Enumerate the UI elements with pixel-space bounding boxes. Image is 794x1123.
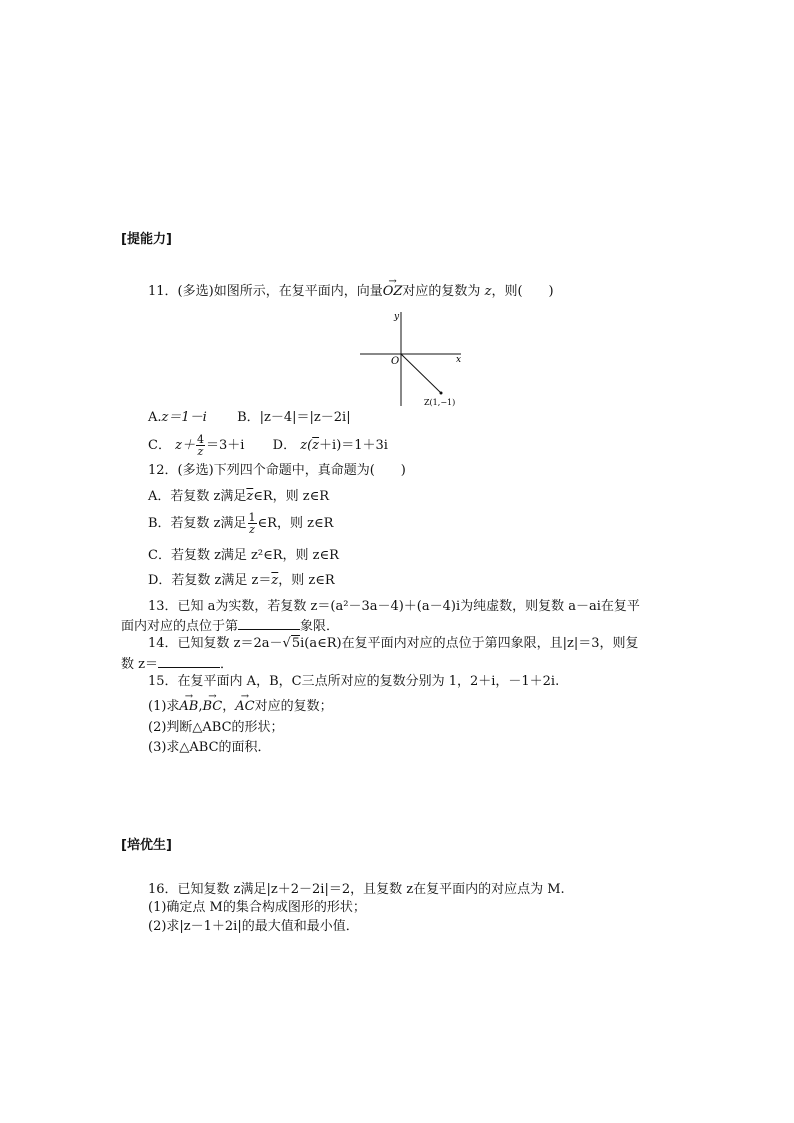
q14-line1-post: i(a∈R)在复平面内对应的点位于第四象限，且|z|＝3，则复 bbox=[300, 636, 639, 651]
q11-option-a: z＝1－i bbox=[161, 410, 207, 425]
q12-option-d-conj: $\overline{z}$ bbox=[271, 573, 279, 588]
q11-option-c-pre: z＋ bbox=[175, 438, 195, 453]
q15-vector-ac: → AC bbox=[235, 699, 254, 715]
point-z-label: Z(1,−1) bbox=[424, 398, 456, 407]
q12-option-c: C．若复数 z满足 z²∈R，则 z∈R bbox=[148, 548, 339, 563]
q15-sep1: , bbox=[198, 699, 203, 714]
q13-line2-post: 象限． bbox=[300, 619, 340, 634]
q11-option-d-label: D． bbox=[272, 438, 297, 453]
q12-option-a-post: ∈R，则 z∈R bbox=[253, 489, 330, 504]
q11-options-cd bbox=[148, 431, 388, 461]
q15-part1-pre: (1)求 bbox=[148, 699, 180, 714]
q12-option-a-pre: A．若复数 z满足 bbox=[148, 489, 247, 504]
q12-number: 12． bbox=[148, 463, 178, 478]
q11-option-c-label: C． bbox=[148, 438, 171, 453]
q12-option-d-pre: D．若复数 z满足 z＝ bbox=[148, 573, 272, 588]
q14-line2-post: ． bbox=[219, 657, 233, 672]
q11-var: z bbox=[484, 284, 492, 299]
q14-sqrt-value: 5 bbox=[291, 636, 301, 651]
q16-part1: (1)确定点 M的集合构成图形的形状； bbox=[148, 900, 366, 915]
q11-option-c-fraction bbox=[196, 434, 205, 457]
q11-option-d-conj: $\overline{z}$ bbox=[312, 438, 320, 453]
q15-part1-post: 对应的复数； bbox=[254, 699, 333, 714]
q13-line1: 13．已知 a为实数，若复数 z＝(a²－3a－4)＋(a－4)i为纯虚数，则复数 a－ai在复平 bbox=[148, 599, 640, 614]
y-axis-label: y bbox=[394, 312, 400, 322]
q15-part1 bbox=[148, 699, 333, 715]
q11-stem bbox=[148, 284, 554, 300]
q11-option-a-label: A. bbox=[148, 410, 162, 425]
q12-option-a bbox=[148, 489, 329, 505]
q11-vector-oz: → OZ bbox=[383, 284, 403, 300]
q14-line1-pre: 14．已知复数 z＝2a－ bbox=[148, 636, 283, 651]
q15-stem: 15．在复平面内 A，B，C三点所对应的复数分别为 1，2＋i，－1＋2i. bbox=[148, 674, 560, 689]
q14-answer-blank bbox=[158, 655, 220, 668]
q12-stem bbox=[148, 463, 406, 479]
q14-line2-pre: 数 z＝ bbox=[121, 657, 158, 672]
point-z bbox=[440, 392, 443, 395]
q14-line1: 14．已知复数 z＝2a－√5i(a∈R)在复平面内对应的点位于第四象限，且|z|＝3，则复 bbox=[148, 636, 639, 651]
q15-sep2: ， bbox=[222, 699, 236, 714]
section-heading-tineng: [提能力] bbox=[121, 232, 172, 247]
q11-options-ab bbox=[148, 410, 351, 426]
q12-option-b-pre: B．若复数 z满足 bbox=[148, 516, 247, 531]
q11-option-b: |z－4|＝|z－2i| bbox=[259, 410, 351, 425]
q12-option-a-conj: $\overline{z}$ bbox=[246, 489, 254, 504]
q15-part3: (3)求△ABC的面积． bbox=[148, 740, 271, 755]
fraction-numerator: 1 bbox=[248, 511, 256, 524]
x-axis-label: x bbox=[456, 355, 462, 365]
q12-option-d bbox=[148, 573, 335, 589]
q13-answer-blank bbox=[238, 617, 300, 630]
section-heading-peiyou: [培优生] bbox=[121, 838, 172, 853]
q11-option-d-pre: z( bbox=[300, 438, 313, 453]
q12-option-b-post: ∈R，则 z∈R bbox=[257, 516, 334, 531]
q11-tag: (多选) bbox=[177, 284, 214, 299]
q11-figure bbox=[355, 308, 470, 408]
q11-option-d-post: ＋i)＝1＋3i bbox=[319, 438, 388, 453]
q15-part2: (2)判断△ABC的形状； bbox=[148, 720, 284, 735]
q15-vector-bc: → BC bbox=[203, 699, 223, 715]
q16-part2: (2)求|z－1＋2i|的最大值和最小值． bbox=[148, 919, 359, 934]
q11-option-c-post: ＝3＋i bbox=[205, 438, 245, 453]
q12-tag: (多选) bbox=[177, 463, 214, 478]
q11-stem-c: ，则( ) bbox=[491, 284, 554, 299]
q12-option-d-post: ，则 z∈R bbox=[278, 573, 335, 588]
q15-vector-ab: → AB bbox=[179, 699, 198, 715]
origin-label: O bbox=[391, 356, 400, 367]
fraction-numerator: 4 bbox=[196, 433, 204, 446]
fraction-denominator: z bbox=[249, 523, 255, 536]
q12-stem-text: 下列四个命题中，真命题为( ) bbox=[213, 463, 406, 478]
vector-oz-line bbox=[401, 354, 441, 393]
q11-option-b-label: B． bbox=[237, 410, 260, 425]
q11-stem-a: 如图所示，在复平面内，向量 bbox=[213, 284, 383, 299]
q11-stem-b: 对应的复数为 bbox=[402, 284, 481, 299]
q12-option-b-fraction bbox=[248, 512, 257, 535]
q12-option-b bbox=[148, 509, 333, 539]
q13-line2-pre: 面内对应的点位于第 bbox=[121, 619, 239, 634]
fraction-denominator: z bbox=[197, 445, 204, 458]
q11-number: 11． bbox=[148, 284, 178, 299]
q13-line2 bbox=[121, 617, 339, 635]
q16-stem: 16．已知复数 z满足|z＋2－2i|＝2，且复数 z在复平面内的对应点为 M. bbox=[148, 882, 565, 897]
q14-line2 bbox=[121, 655, 233, 673]
